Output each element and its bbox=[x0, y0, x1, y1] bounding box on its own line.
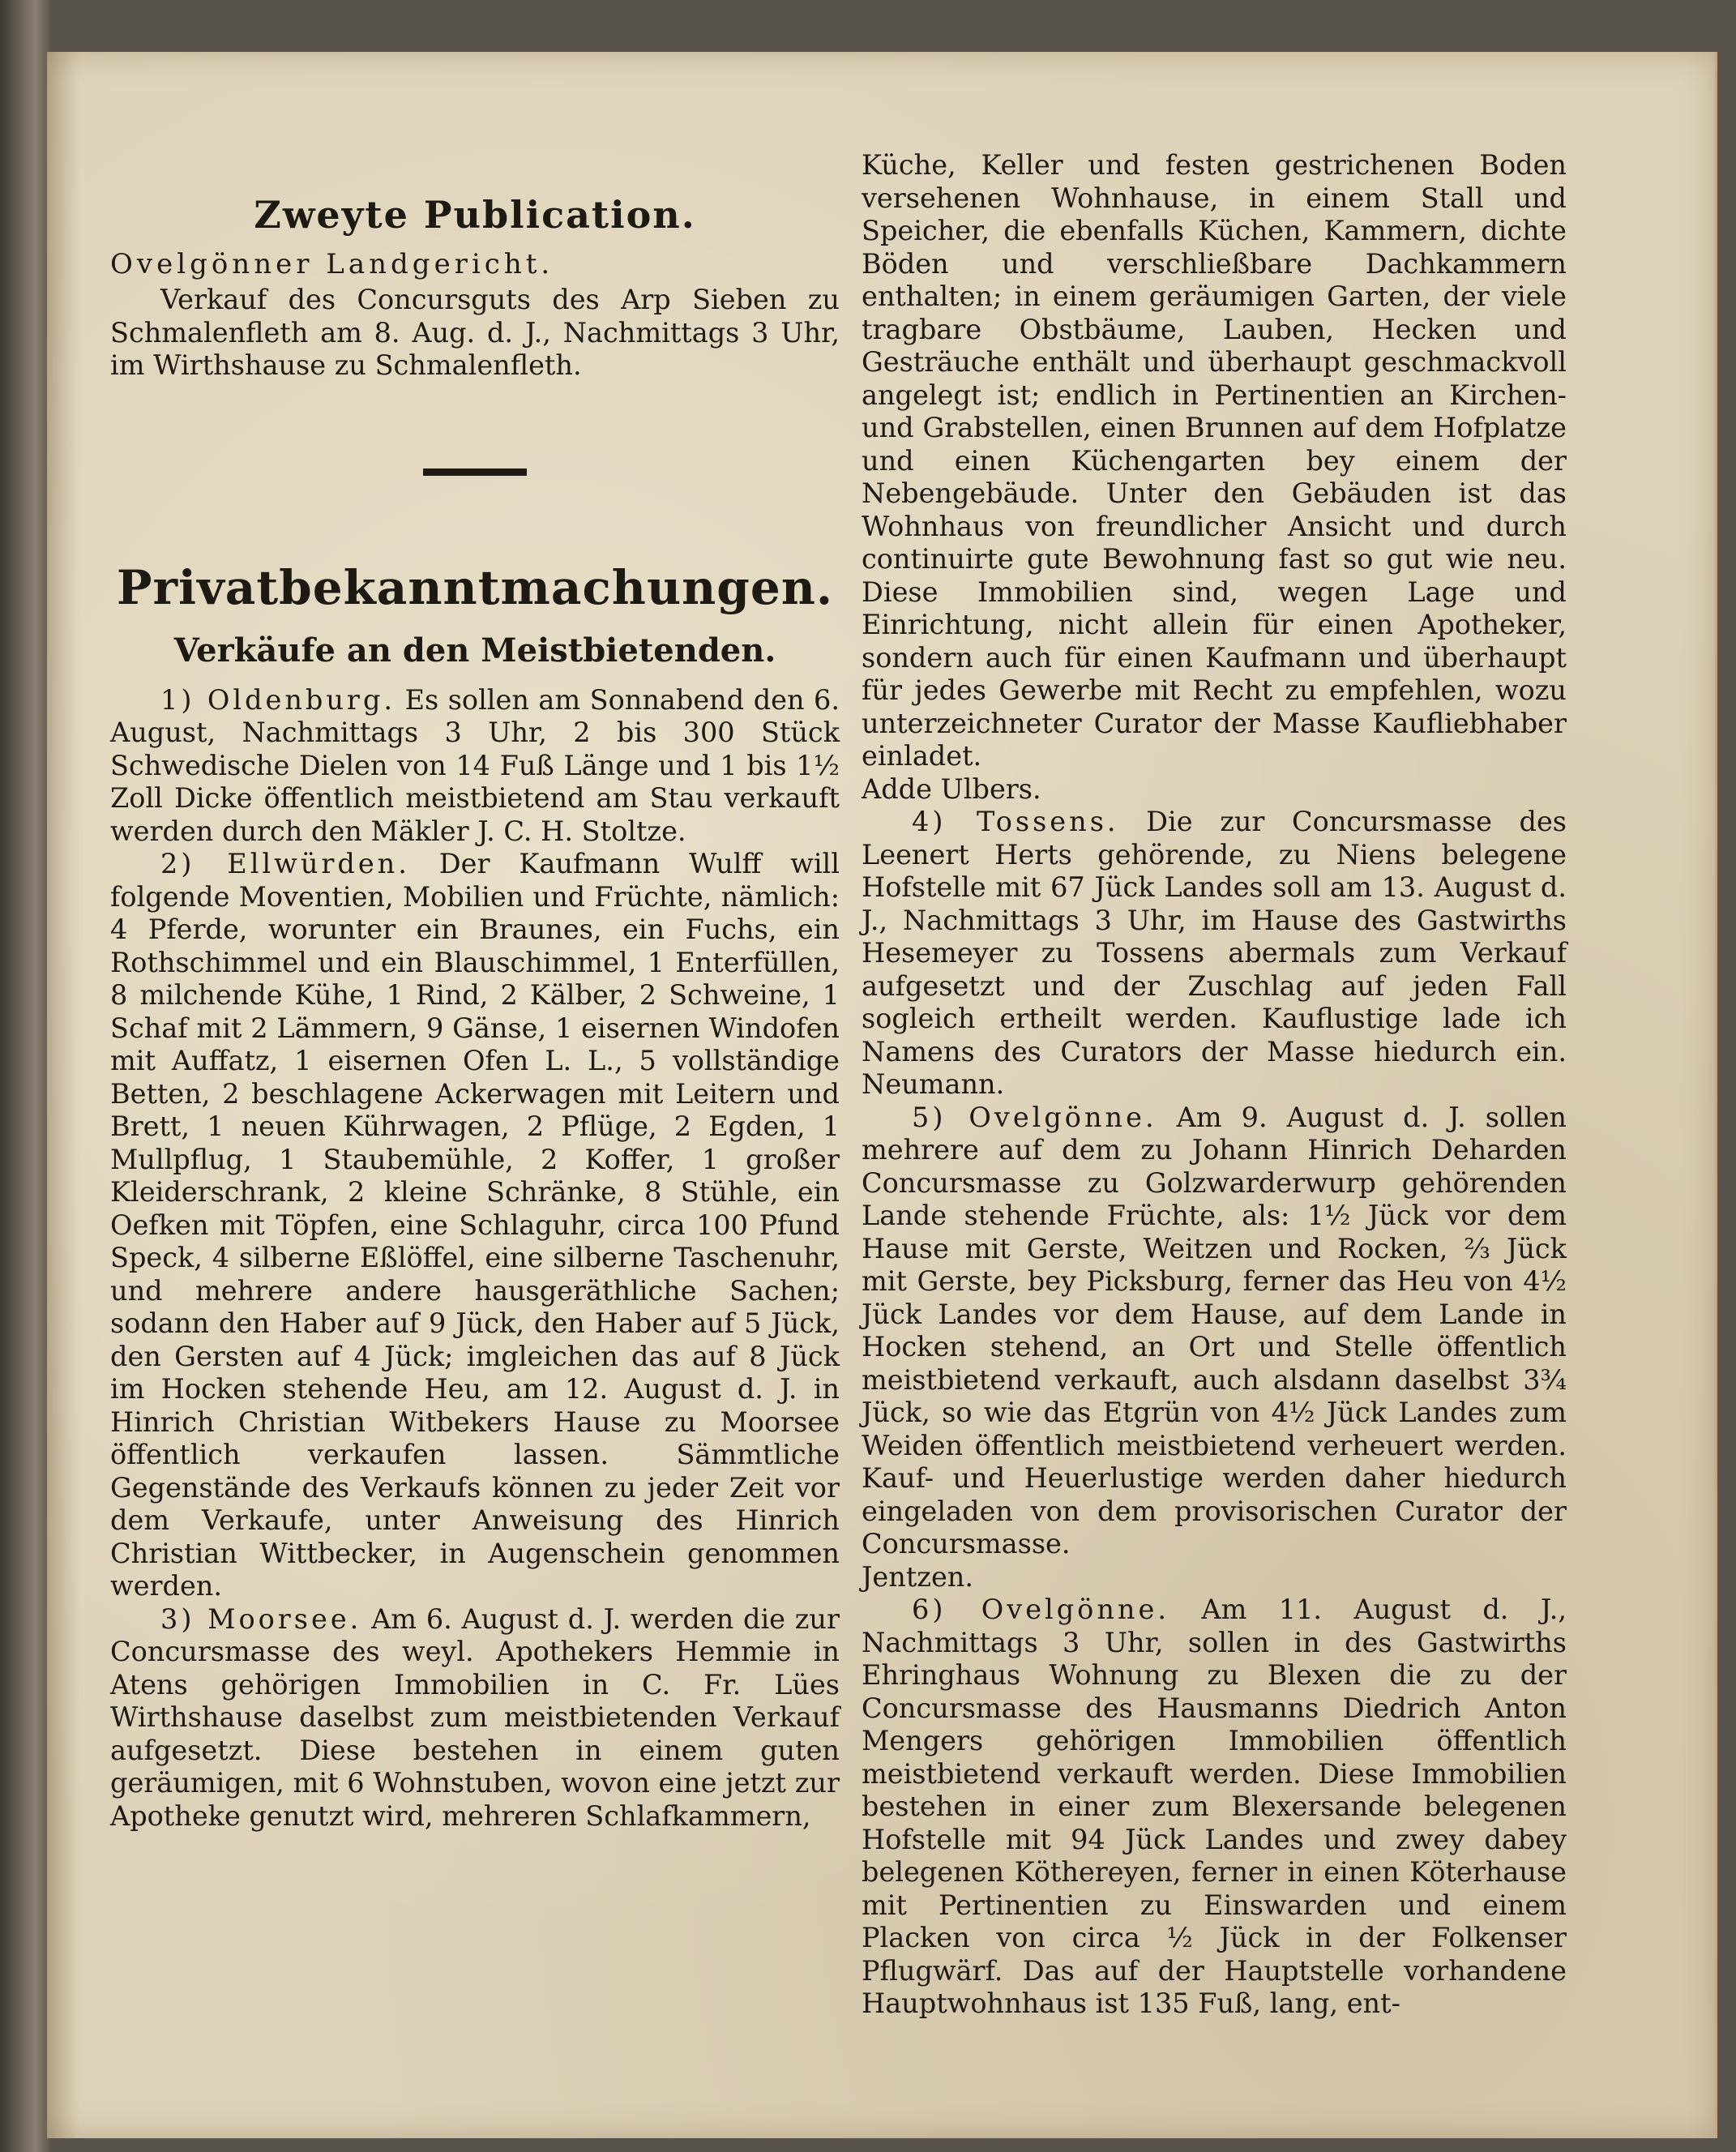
court-name: Ovelgönner Landgericht. bbox=[110, 248, 554, 280]
newspaper-page bbox=[47, 52, 1717, 2138]
notice-2 bbox=[110, 848, 840, 1603]
notice-4 bbox=[862, 806, 1567, 1102]
left-column bbox=[110, 149, 840, 1833]
notice-6-text: Am 11. August d. J., Nachmittags 3 Uhr, sollen in des Gastwirths Ehringhaus Wohnung zu Blexen die zu der Concursmasse des Hausmanns Diedrich Anton Mengers gehörigen Immobilien öffentlich meistbietend verkauft werden. Diese Immobilien bestehen in einer zum Blexersande belegenen Hofstelle mit 94 Jück Landes und zwey dabey belegenen Köthereyen, ferner in einen Köterhause mit Pertinentien zu Einswarden und einem Placken von circa ½ Jück in der Folkenser Pflugwärf. Das auf der Hauptstelle vorhandene Hauptwohnhaus ist 135 Fuß, lang, ent- bbox=[862, 1594, 1567, 2019]
notice-5-signature: Jentzen. bbox=[862, 1560, 973, 1593]
private-announcements-heading: Privatbekanntmachungen. bbox=[116, 559, 834, 615]
notice-3-signature: Adde Ulbers. bbox=[862, 772, 1041, 805]
notice-3 bbox=[110, 1603, 840, 1833]
right-column bbox=[862, 149, 1567, 2021]
sales-heading: Verkäufe an den Meistbietenden. bbox=[173, 631, 776, 670]
notice-2-text: Der Kaufmann Wulff will folgende Moventien, Mobilien und Früchte, nämlich: 4 Pferde, worunter ein Braunes, ein Fuchs, ein Rothschimmel und ein Blauschimmel, 1 Enterfüllen, 8 milchende Kühe, 1 Rind, 2 Kälber, 2 Schweine, 1 Schaf mit 2 Lämmern, 9 Gänse, 1 eisernen Windofen mit Auffatz, 1 eisernen Ofen L. L., 5 vollständige Betten, 2 beschlagene Ackerwagen mit Leitern und Brett, 1 neuen Kührwagen, 2 Pflüge, 2 Egden, 1 Mullpflug, 1 Staubemühle, 2 Koffer, 1 großer Kleiderschrank, 2 kleine Schränke, 8 Stühle, ein Oefken mit Töpfen, eine Schlaguhr, circa 100 Pfund Speck, 4 silberne Eßlöffel, eine silberne Taschenuhr, und mehrere andere hausgeräthliche Sachen; sodann den Haber auf 9 Jück, den Haber auf 5 Jück, den Gersten auf 4 Jück; imgleichen das auf 8 Jück im Hocken stehende Heu, am 12. August d. J. in Hinrich Christian Witbekers Hause zu Moorsee öffentlich verkaufen lassen. Sämmtliche Gegenstände des Verkaufs können zu jeder Zeit vor dem Verkaufe, unter Anweisung des Hinrich Christian Wittbecker, in Augenschein genommen werden. bbox=[110, 848, 840, 1602]
notice-5-text: Am 9. August d. J. sollen mehrere auf dem zu Johann Hinrich Deharden Concursmasse zu Golzwarderwurp gehörenden Lande stehende Früchte, als: 1½ Jück vor dem Hause mit Gerste, Weitzen und Rocken, ⅔ Jück mit Gerste, bey Picksburg, ferner das Heu von 4½ Jück Landes vor dem Hause, auf dem Lande in Hocken stehend, an Ort und Stelle öffentlich meistbietend verkauft, auch alsdann daselbst 3¾ Jück, so wie das Etgrün von 4½ Jück Landes zum Weiden öffentlich meistbietend verheuert werden. Kauf- und Heuerlustige werden daher hiedurch eingeladen von dem provisorischen Curator der Concursmasse. bbox=[862, 1101, 1567, 1559]
notice-4-text: Die zur Concursmasse des Leenert Herts gehörende, zu Niens belegene Hofstelle mit 67 Jück Landes soll am 13. August d. J., Nachmittags 3 Uhr, im Hause des Gastwirths Hesemeyer zu Tossens abermals zum Verkauf aufgesetzt und der Zuschlag auf jeden Fall sogleich ertheilt werden. Kauflustige lade ich Namens des Curators der Masse hiedurch ein. bbox=[862, 806, 1567, 1067]
notice-3-text: Am 6. August d. J. werden die zur Concursmasse des weyl. Apothekers Hemmie in Atens gehörigen Immobilien in C. Fr. Lües Wirthshause daselbst zum meistbietenden Verkauf aufgesetzt. Diese bestehen in einem guten geräumigen, mit 6 Wohnstuben, wovon eine jetzt zur Apotheke genutzt wird, mehreren Schlafkammern, bbox=[110, 1602, 840, 1832]
notice-1-text: Es sollen am Sonnabend den 6. August, Nachmittags 3 Uhr, 2 bis 300 Stück Schwedische Dielen von 14 Fuß Länge und 1 bis 1½ Zoll Dicke öffentlich meistbietend am Stau verkauft werden durch den Mäkler J. C. H. Stoltze. bbox=[110, 683, 840, 847]
notice-6 bbox=[862, 1594, 1567, 2021]
court-notice: Verkauf des Concursguts des Arp Sieben zu Schmalenfleth am 8. Aug. d. J., Nachmittags 3 Uhr, im Wirthshause zu Schmalenfleth. bbox=[110, 284, 840, 381]
notice-2-place: 2) Ellwürden. bbox=[160, 848, 410, 879]
section-divider bbox=[423, 468, 527, 476]
publication-heading: Zweyte Publication. bbox=[254, 193, 696, 237]
notice-3-place: 3) Moorsee. bbox=[160, 1602, 362, 1635]
notice-4-signature: Neumann. bbox=[862, 1068, 1005, 1100]
notice-1-place: 1) Oldenburg. bbox=[160, 683, 396, 716]
book-spine bbox=[0, 0, 50, 2152]
notice-5 bbox=[862, 1102, 1567, 1561]
notice-4-place: 4) Tossens. bbox=[912, 806, 1119, 837]
notice-6-place: 6) Ovelgönne. bbox=[912, 1594, 1169, 1625]
notice-1 bbox=[110, 684, 840, 849]
notice-5-place: 5) Ovelgönne. bbox=[912, 1101, 1157, 1133]
notice-3-continued: Küche, Keller und festen gestrichenen Boden versehenen Wohnhause, in einem Stall und Speicher, die ebenfalls Küchen, Kammern, dichte Böden und verschließbare Dachkammern enthalten; in einem geräumigen Garten, der viele tragbare Obstbäume, Lauben, Hecken und Gesträuche enthält und überhaupt geschmackvoll angelegt ist; endlich in Pertinentien an Kirchen- und Grabstellen, einen Brunnen auf dem Hofplatze und einen Küchengarten bey einem der Nebengebäude. Unter den Gebäuden ist das Wohnhaus von freundlicher Ansicht und durch continuirte gute Bewohnung fast so gut wie neu. Diese Immobilien sind, wegen Lage und Einrichtung, nicht allein für einen Apotheker, sondern auch für einen Kaufmann und überhaupt für jedes Gewerbe mit Recht zu empfehlen, wozu unterzeichneter Curator der Masse Kaufliebhaber einladet. bbox=[862, 149, 1567, 772]
